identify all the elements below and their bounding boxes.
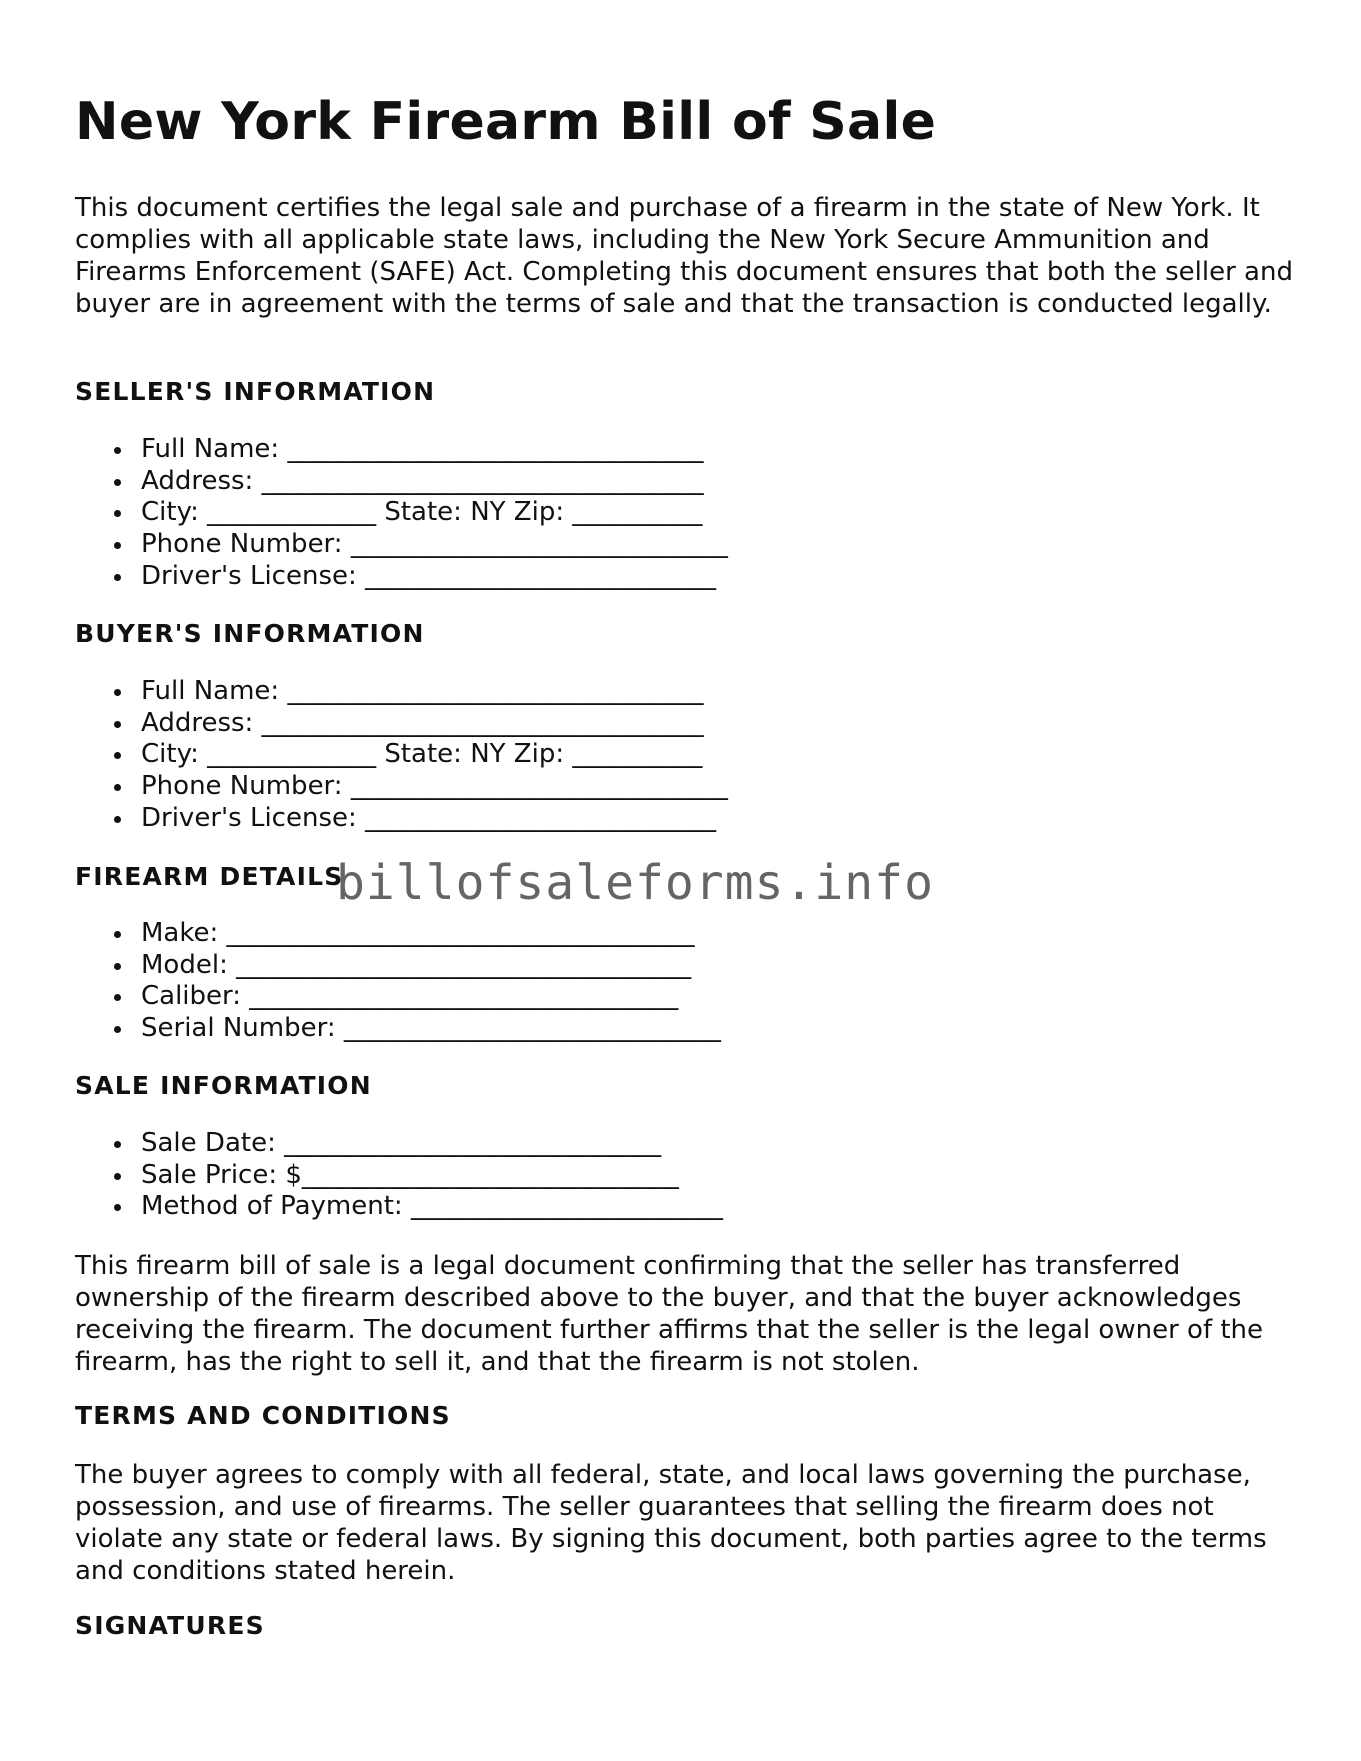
payment-method-field[interactable]: Method of Payment: ________________________ — [75, 1191, 723, 1223]
confirmation-paragraph: This firearm bill of sale is a legal document confirming that the seller has transferred ownership of the firearm described above to the buyer, and that the buyer acknowledges receiving the firearm. The document further affirms that the seller is the legal owner of the firearm, has the right to sell it, and that the firearm is not stolen. — [75, 1251, 1264, 1377]
buyer-city-state-zip-field[interactable]: City: _____________ State: NY Zip: __________ — [75, 739, 728, 771]
buyer-heading: BUYER'S INFORMATION — [75, 619, 425, 648]
intro-paragraph: This document certifies the legal sale and purchase of a firearm in the state of New York. It complies with all applicable state laws, including the New York Secure Ammunition and Firearms Enforcement (SAFE) Act. Completing this document ensures that both the seller and buyer are in agreement with the terms of sale and that the transaction is conducted legally. — [75, 193, 1293, 319]
terms-paragraph: The buyer agrees to comply with all federal, state, and local laws governing the purchase, possession, and use of firearms. The seller guarantees that selling the firearm does not violate any state or federal laws. By signing this document, both parties agree to the terms and conditions stated herein. — [75, 1460, 1267, 1586]
buyer-license-field[interactable]: Driver's License: ___________________________ — [75, 803, 728, 835]
signatures-heading: SIGNATURES — [75, 1611, 265, 1640]
firearm-make-field[interactable]: Make: ____________________________________ — [75, 918, 721, 950]
seller-city-state-zip-field[interactable]: City: _____________ State: NY Zip: __________ — [75, 497, 728, 529]
seller-phone-field[interactable]: Phone Number: _____________________________ — [75, 529, 728, 561]
buyer-address-field[interactable]: Address: __________________________________ — [75, 708, 728, 740]
seller-address-field[interactable]: Address: __________________________________ — [75, 466, 728, 498]
sale-heading: SALE INFORMATION — [75, 1071, 372, 1100]
sale-fields-list — [75, 1128, 723, 1223]
buyer-full-name-field[interactable]: Full Name: ________________________________ — [75, 676, 728, 708]
seller-fields-list — [75, 434, 728, 593]
firearm-fields-list — [75, 918, 721, 1045]
buyer-fields-list — [75, 676, 728, 835]
watermark-text: billofsaleforms.info — [336, 855, 934, 911]
seller-license-field[interactable]: Driver's License: ___________________________ — [75, 561, 728, 593]
firearm-serial-field[interactable]: Serial Number: _____________________________ — [75, 1013, 721, 1045]
firearm-caliber-field[interactable]: Caliber: _________________________________ — [75, 981, 721, 1013]
firearm-heading: FIREARM DETAILS — [75, 862, 344, 891]
sale-date-field[interactable]: Sale Date: _____________________________ — [75, 1128, 723, 1160]
terms-heading: TERMS AND CONDITIONS — [75, 1401, 451, 1430]
firearm-model-field[interactable]: Model: ___________________________________ — [75, 950, 721, 982]
document-title: New York Firearm Bill of Sale — [75, 92, 937, 152]
seller-heading: SELLER'S INFORMATION — [75, 377, 436, 406]
seller-full-name-field[interactable]: Full Name: ________________________________ — [75, 434, 728, 466]
sale-price-field[interactable]: Sale Price: $_____________________________ — [75, 1160, 723, 1192]
buyer-phone-field[interactable]: Phone Number: _____________________________ — [75, 771, 728, 803]
